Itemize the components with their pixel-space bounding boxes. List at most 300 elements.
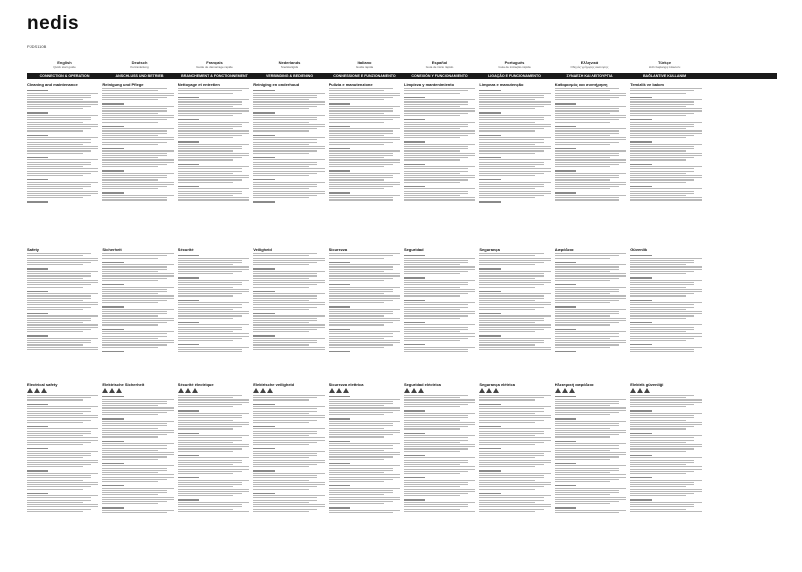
text-line: [27, 477, 91, 478]
document-section: [27, 247, 98, 392]
text-line: [404, 395, 468, 396]
text-line: [329, 139, 400, 140]
text-line: [479, 99, 535, 100]
text-line: [630, 511, 701, 512]
text-line: [178, 499, 199, 500]
text-line: [404, 108, 475, 109]
document-section: [404, 247, 475, 392]
text-line: [253, 119, 317, 120]
text-line: [555, 99, 611, 100]
text-line: [555, 468, 619, 469]
text-line: [329, 456, 393, 457]
text-line: [178, 291, 249, 292]
language-name: Português: [504, 60, 525, 65]
text-line: [630, 471, 694, 472]
document-section: [329, 382, 400, 552]
text-line: [178, 424, 249, 425]
text-line: [555, 258, 611, 259]
text-line: [178, 344, 199, 345]
text-line: [404, 471, 468, 472]
text-line: [404, 280, 475, 281]
warning-icons: [404, 388, 475, 393]
text-line: [479, 331, 535, 332]
warning-triangle-icon: [404, 388, 410, 393]
language-column: [178, 82, 249, 552]
text-line: [329, 436, 385, 437]
text-line: [102, 407, 173, 408]
text-line: [329, 396, 350, 397]
text-line: [404, 329, 468, 330]
warning-triangle-icon: [562, 388, 568, 393]
warning-triangle-icon: [178, 388, 184, 393]
text-line: [404, 93, 460, 94]
warning-triangle-icon: [192, 388, 198, 393]
language-name: Nederlands: [278, 60, 301, 65]
text-line: [479, 431, 543, 432]
text-line: [404, 444, 475, 445]
text-line: [329, 284, 350, 285]
text-line: [178, 153, 249, 154]
text-line: [555, 175, 619, 176]
text-line: [555, 479, 619, 480]
document-section: [329, 82, 400, 242]
text-line: [630, 428, 686, 429]
text-line: [630, 280, 701, 281]
text-line: [630, 148, 694, 149]
text-line: [27, 126, 98, 127]
text-line: [253, 338, 324, 339]
text-line: [404, 166, 475, 167]
text-line: [404, 331, 460, 332]
brand-logo: nedis: [27, 13, 80, 34]
text-line: [404, 460, 468, 461]
text-line: [178, 460, 242, 461]
text-line: [630, 135, 694, 136]
text-line: [329, 258, 385, 259]
warning-triangle-icon: [644, 388, 650, 393]
text-line: [102, 479, 166, 480]
text-line: [630, 395, 694, 396]
text-line: [555, 351, 576, 352]
text-line: [555, 90, 611, 91]
text-line: [479, 139, 543, 140]
text-line: [329, 412, 393, 413]
text-line: [253, 298, 317, 299]
text-line: [630, 164, 651, 165]
text-line: [479, 486, 543, 487]
text-line: [404, 295, 460, 296]
text-line: [329, 95, 400, 96]
text-line: [102, 284, 123, 285]
text-line: [329, 322, 393, 323]
text-line: [102, 399, 173, 400]
text-line: [329, 311, 393, 312]
text-line: [404, 137, 460, 138]
text-line: [102, 88, 166, 89]
text-line: [630, 424, 701, 425]
text-line: [630, 150, 686, 151]
text-line: [178, 199, 249, 200]
text-line: [404, 124, 468, 125]
text-line: [178, 455, 199, 456]
text-line: [253, 112, 274, 113]
text-line: [253, 182, 324, 183]
text-line: [555, 197, 619, 198]
text-line: [555, 103, 576, 104]
text-line: [404, 284, 468, 285]
text-line: [178, 277, 199, 278]
text-line: [178, 302, 249, 303]
text-line: [27, 453, 91, 454]
text-line: [253, 502, 309, 503]
text-line: [253, 162, 317, 163]
text-line: [404, 424, 475, 425]
text-line: [102, 264, 173, 265]
text-line: [27, 455, 91, 456]
text-line: [630, 347, 701, 348]
text-line: [102, 184, 173, 185]
text-line: [630, 311, 701, 312]
language-name: Français: [206, 60, 223, 65]
text-line: [404, 451, 460, 452]
text-line: [178, 311, 249, 312]
text-line: [178, 318, 234, 319]
text-line: [253, 395, 324, 396]
text-line: [479, 504, 550, 505]
text-line: [253, 150, 317, 151]
text-line: [630, 329, 694, 330]
text-line: [630, 88, 701, 89]
text-line: [178, 182, 234, 183]
text-line: [329, 291, 393, 292]
text-line: [253, 99, 309, 100]
text-line: [27, 415, 98, 416]
text-line: [329, 166, 385, 167]
text-line: [479, 451, 550, 452]
language-label: [327, 60, 402, 70]
text-line: [555, 329, 576, 330]
text-line: [102, 289, 166, 290]
text-line: [178, 269, 249, 270]
text-line: [479, 101, 550, 102]
text-line: [253, 157, 274, 158]
document-section: [178, 247, 249, 392]
text-line: [178, 93, 234, 94]
text-line: [27, 335, 48, 336]
text-line: [178, 293, 242, 294]
text-line: [555, 421, 626, 422]
text-line: [630, 457, 701, 458]
text-line: [630, 146, 694, 147]
text-line: [27, 349, 98, 350]
text-line: [253, 404, 274, 405]
text-line: [329, 150, 400, 151]
text-line: [178, 104, 242, 105]
text-line: [630, 175, 701, 176]
text-line: [253, 304, 324, 305]
text-line: [404, 480, 475, 481]
text-line: [178, 442, 234, 443]
text-line: [102, 135, 158, 136]
text-line: [555, 450, 611, 451]
text-line: [102, 338, 158, 339]
text-line: [630, 99, 701, 100]
language-label: [627, 60, 702, 70]
warning-triangle-icon: [329, 388, 335, 393]
text-line: [555, 295, 626, 296]
text-line: [630, 126, 694, 127]
text-line: [479, 137, 550, 138]
text-line: [253, 159, 324, 160]
document-section: [404, 82, 475, 242]
text-line: [102, 488, 173, 489]
text-line: [404, 260, 468, 261]
text-line: [253, 309, 309, 310]
text-line: [555, 322, 619, 323]
text-line: [329, 336, 393, 337]
text-line: [27, 130, 83, 131]
warning-triangle-icon: [41, 388, 47, 393]
text-line: [630, 262, 694, 263]
text-line: [253, 420, 317, 421]
text-line: [27, 142, 91, 143]
text-line: [329, 434, 393, 435]
text-line: [253, 300, 309, 301]
text-line: [555, 445, 619, 446]
text-line: [27, 486, 91, 487]
text-line: [404, 491, 475, 492]
text-line: [630, 271, 694, 272]
text-line: [479, 460, 550, 461]
text-line: [102, 302, 158, 303]
text-line: [630, 344, 651, 345]
text-line: [27, 395, 98, 396]
text-line: [329, 302, 385, 303]
text-line: [178, 444, 249, 445]
text-line: [404, 309, 460, 310]
warning-triangle-icon: [34, 388, 40, 393]
text-line: [102, 153, 166, 154]
text-line: [27, 293, 98, 294]
text-line: [253, 489, 309, 490]
text-line: [329, 182, 400, 183]
text-line: [555, 410, 626, 411]
text-line: [404, 255, 425, 256]
text-line: [102, 106, 173, 107]
text-line: [404, 340, 460, 341]
text-line: [253, 347, 324, 348]
text-line: [630, 258, 701, 259]
text-line: [479, 417, 550, 418]
text-line: [479, 106, 543, 107]
text-line: [404, 113, 468, 114]
text-line: [555, 264, 626, 265]
text-line: [404, 191, 468, 192]
text-line: [630, 266, 701, 267]
text-line: [27, 278, 83, 279]
text-line: [102, 199, 166, 200]
text-line: [178, 295, 234, 296]
text-line: [102, 340, 173, 341]
text-line: [404, 135, 468, 136]
text-line: [329, 99, 385, 100]
text-line: [329, 262, 350, 263]
text-line: [630, 197, 701, 198]
text-line: [253, 275, 317, 276]
text-line: [404, 101, 468, 102]
text-line: [630, 462, 694, 463]
text-line: [102, 192, 123, 193]
text-line: [27, 406, 98, 407]
text-line: [479, 466, 535, 467]
text-line: [630, 338, 694, 339]
text-line: [329, 170, 350, 171]
text-line: [404, 464, 460, 465]
text-line: [102, 258, 158, 259]
text-line: [404, 307, 468, 308]
text-line: [253, 262, 317, 263]
text-line: [555, 293, 611, 294]
warning-triangle-icon: [116, 388, 122, 393]
text-line: [404, 433, 425, 434]
text-line: [253, 324, 324, 325]
text-line: [178, 266, 249, 267]
text-line: [555, 269, 619, 270]
text-line: [178, 115, 234, 116]
text-line: [178, 124, 242, 125]
text-line: [253, 287, 309, 288]
text-line: [102, 119, 166, 120]
text-line: [479, 253, 543, 254]
text-line: [555, 133, 619, 134]
language-subtitle: Kurzanleitung: [130, 65, 149, 69]
text-line: [555, 135, 611, 136]
section-title: Güvenlik: [630, 247, 648, 252]
warning-icons: [27, 388, 98, 393]
text-line: [253, 475, 317, 476]
text-line: [404, 502, 475, 503]
text-line: [102, 499, 173, 500]
text-line: [479, 420, 543, 421]
section-title: Electrical safety: [27, 382, 58, 387]
text-line: [27, 193, 98, 194]
text-line: [27, 399, 83, 400]
text-line: [178, 282, 242, 283]
text-line: [178, 471, 242, 472]
text-line: [178, 322, 199, 323]
text-line: [329, 115, 400, 116]
text-line: [555, 130, 619, 131]
text-line: [178, 406, 234, 407]
text-line: [479, 300, 535, 301]
language-name: Ελληνικά: [580, 60, 599, 65]
text-line: [329, 512, 393, 513]
text-line: [102, 280, 158, 281]
section-header: LIGAÇÃO E FUNCIONAMENTO: [488, 74, 541, 78]
text-line: [253, 440, 324, 441]
text-line: [329, 287, 400, 288]
text-line: [102, 130, 166, 131]
text-line: [253, 486, 317, 487]
text-line: [102, 432, 173, 433]
text-line: [27, 347, 98, 348]
text-line: [479, 153, 535, 154]
text-line: [479, 347, 550, 348]
text-line: [404, 199, 475, 200]
text-line: [253, 462, 324, 463]
text-line: [630, 433, 651, 434]
text-line: [178, 466, 249, 467]
text-line: [27, 144, 83, 145]
text-line: [329, 110, 393, 111]
text-line: [555, 459, 611, 460]
text-line: [555, 340, 626, 341]
text-line: [178, 482, 242, 483]
text-line: [555, 331, 626, 332]
text-line: [404, 287, 460, 288]
text-line: [630, 166, 701, 167]
text-line: [479, 349, 550, 350]
text-line: [27, 150, 91, 151]
text-line: [27, 329, 91, 330]
text-line: [102, 188, 158, 189]
warning-triangle-icon: [185, 388, 191, 393]
text-line: [27, 502, 83, 503]
text-line: [102, 90, 158, 91]
text-line: [404, 422, 475, 423]
text-line: [253, 422, 309, 423]
text-line: [630, 435, 701, 436]
text-line: [630, 324, 701, 325]
text-line: [178, 88, 249, 89]
text-line: [479, 426, 500, 427]
text-line: [630, 473, 686, 474]
text-line: [404, 104, 468, 105]
text-line: [479, 433, 543, 434]
text-line: [178, 191, 242, 192]
text-line: [630, 464, 686, 465]
text-line: [630, 171, 694, 172]
text-line: [555, 430, 626, 431]
text-line: [102, 470, 166, 471]
text-line: [329, 90, 385, 91]
text-line: [253, 146, 324, 147]
text-line: [479, 335, 500, 336]
text-line: [329, 97, 393, 98]
text-line: [555, 300, 619, 301]
text-line: [178, 193, 242, 194]
text-line: [329, 106, 400, 107]
text-line: [329, 423, 393, 424]
text-line: [253, 493, 274, 494]
text-line: [630, 186, 651, 187]
text-line: [253, 95, 317, 96]
text-line: [329, 300, 393, 301]
text-line: [630, 482, 694, 483]
text-line: [555, 188, 611, 189]
text-line: [27, 457, 83, 458]
document-section: [27, 382, 98, 552]
text-line: [555, 494, 611, 495]
text-line: [253, 329, 317, 330]
text-line: [630, 417, 694, 418]
text-line: [178, 404, 242, 405]
text-line: [479, 168, 550, 169]
section-title: Limpeza e manutenção: [479, 82, 524, 87]
text-line: [404, 168, 468, 169]
text-line: [178, 157, 242, 158]
text-line: [479, 112, 500, 113]
